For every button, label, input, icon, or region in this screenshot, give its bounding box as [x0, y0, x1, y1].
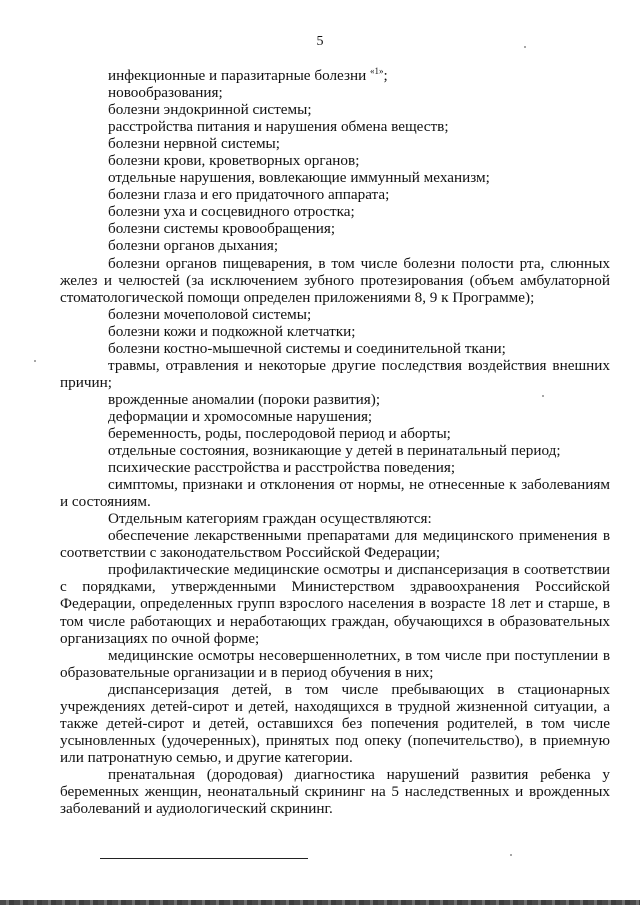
- scan-speck: [524, 46, 526, 48]
- paragraph: травмы, отравления и некоторые другие последствия воздействия внешних причин;: [60, 356, 610, 391]
- scan-bottom-edge: [0, 900, 640, 905]
- paragraph: болезни глаза и его придаточного аппарата;: [108, 186, 390, 204]
- paragraph: болезни крови, кроветворных органов;: [108, 152, 360, 170]
- scan-speck: [34, 360, 36, 362]
- paragraph: болезни органов дыхания;: [108, 237, 279, 255]
- footnote-marker[interactable]: «1»: [370, 66, 384, 76]
- footnote-separator: [100, 858, 308, 859]
- paragraph: болезни уха и сосцевидного отростка;: [108, 203, 355, 221]
- paragraph: обеспечение лекарственными препаратами для медицинского применения в соответствии с законодательством Российской Федерации;: [60, 527, 610, 562]
- scan-speck: [542, 395, 544, 397]
- paragraph: отдельные нарушения, вовлекающие иммунный механизм;: [108, 169, 490, 187]
- page-number: 5: [316, 34, 324, 49]
- paragraph: болезни костно-мышечной системы и соединительной ткани;: [108, 339, 506, 357]
- paragraph: врожденные аномалии (пороки развития);: [108, 390, 381, 408]
- paragraph: пренатальная (дородовая) диагностика нарушений развития ребенка у беременных женщин, неонатальный скрининг на 5 наследственных и врожденных заболеваний и аудиологический скрининг.: [60, 765, 610, 818]
- paragraph: симптомы, признаки и отклонения от нормы, не отнесенные к заболеваниям и состояниям.: [60, 476, 610, 511]
- paragraph: диспансеризация детей, в том числе пребывающих в стационарных учреждениях детей-сирот и детей, находящихся в трудной жизненной ситуации, а также детей-сирот и детей, оставшихся без попечения родителей, в том числе усыновленных (удочеренных), принятых под опеку (попечительство), в приемную или патронатную семью, и другие категории.: [60, 680, 610, 766]
- paragraph: болезни эндокринной системы;: [108, 101, 312, 119]
- document-body: [60, 63, 610, 817]
- paragraph: болезни системы кровообращения;: [108, 220, 336, 238]
- paragraph: психические расстройства и расстройства поведения;: [108, 459, 456, 477]
- paragraph: болезни кожи и подкожной клетчатки;: [108, 322, 356, 340]
- paragraph: отдельные состояния, возникающие у детей в перинатальный период;: [108, 442, 561, 460]
- paragraph: болезни органов пищеварения, в том числе болезни полости рта, слюнных желез и челюстей (за исключением зубного протезирования (объем амбулаторной стоматологической помощи определен приложениями 8, 9 к Программе);: [60, 254, 610, 306]
- paragraph: медицинские осмотры несовершеннолетних, в том числе при поступлении в образовательные организации и в период обучения в них;: [60, 646, 610, 681]
- paragraph: болезни нервной системы;: [108, 135, 280, 153]
- paragraph: инфекционные и паразитарные болезни $^{«1»}$;: [108, 66, 388, 84]
- paragraph: новообразования;: [108, 84, 223, 102]
- paragraph: профилактические медицинские осмотры и диспансеризация в соответствии с порядками, утвержденными Министерством здравоохранения Российской Федерации, определенных групп взрослого населения в возрасте 18 лет и старше, в том числе работающих и неработающих граждан, обучающихся в образовательных организациях по очной форме;: [60, 561, 610, 647]
- paragraph: беременность, роды, послеродовой период и аборты;: [108, 424, 451, 442]
- paragraph-text: инфекционные и паразитарные болезни: [108, 67, 367, 84]
- scan-speck: [510, 854, 512, 856]
- paragraph: деформации и хромосомные нарушения;: [108, 407, 373, 425]
- paragraph: болезни мочеполовой системы;: [108, 305, 312, 323]
- paragraph: Отдельным категориям граждан осуществляются:: [108, 510, 432, 528]
- paragraph: расстройства питания и нарушения обмена веществ;: [108, 118, 449, 136]
